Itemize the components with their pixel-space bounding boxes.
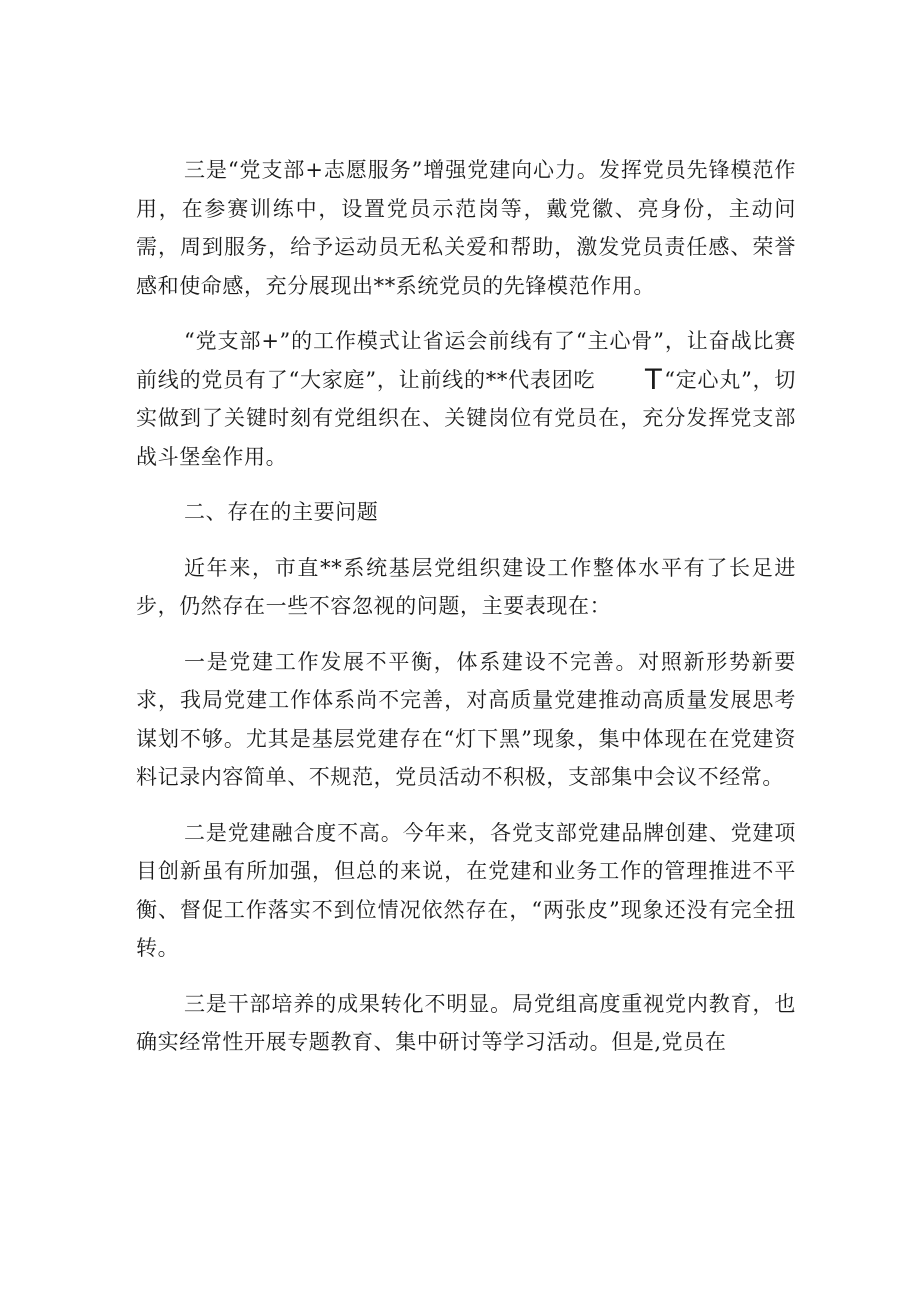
paragraph-work-mode-text: “党支部+”的工作模式让省运会前线有了“主心骨”，让奋战比赛前线的党员有了“大家庭”，让前线的**代表团吃 [136,329,796,392]
paragraph-work-mode-tail: “定心丸”，切实做到了关键时刻有党组织在、关键岗位有党员在，充分发挥党支部战斗堡垒作用。 [136,367,797,469]
stray-glyph: T [644,362,664,396]
paragraph-problems-intro: 近年来，市直**系统基层党组织建设工作整体水平有了长足进步，仍然存在一些不容忽视的问题，主要表现在： [136,555,796,618]
paragraph-work-mode [136,322,796,476]
paragraph-problem-one: 一是党建工作发展不平衡，体系建设不完善。对照新形势新要求，我局党建工作体系尚不完善，对高质量党建推动高质量发展思考谋划不够。尤其是基层党建存在“灯下黑”现象，集中体现在在党建资料记录内容简单、不规范，党员活动不积极，支部集中会议不经常。 [136,649,796,789]
paragraph-problem-three: 三是干部培养的成果转化不明显。局党组高度重视党内教育，也确实经常性开展专题教育、集中研讨等学习活动。但是,党员在 [136,991,796,1054]
document-body [136,151,796,1079]
section-heading-main-problems: 二、存在的主要问题 [184,500,379,524]
paragraph-problem-two: 二是党建融合度不高。今年来，各党支部党建品牌创建、党建项目创新虽有所加强，但总的来说，在党建和业务工作的管理推进不平衡、督促工作落实不到位情况依然存在，“两张皮”现象还没有完全扭转。 [136,820,796,960]
paragraph-volunteer-service: 三是“党支部+志愿服务”增强党建向心力。发挥党员先锋模范作用，在参赛训练中，设置党员示范岗等，戴党徽、亮身份，主动问需，周到服务，给予运动员无私关爱和帮助，激发党员责任感、荣誉感和使命感，充分展现出**系统党员的先锋模范作用。 [136,158,796,298]
